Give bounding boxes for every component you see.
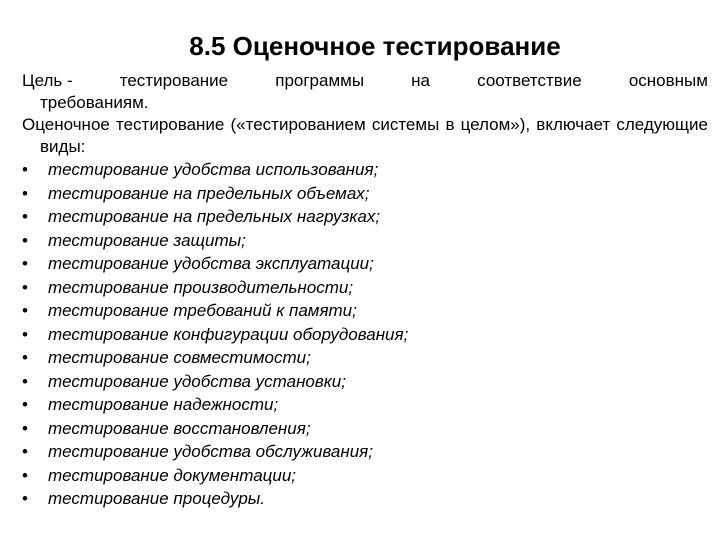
bullet: • bbox=[22, 324, 28, 344]
list-item-text: тестирование удобства эксплуатации; bbox=[48, 254, 374, 273]
bullet: • bbox=[22, 465, 28, 485]
bullet: • bbox=[22, 277, 28, 297]
list-item-text: тестирование на предельных нагрузках; bbox=[48, 207, 381, 226]
goal-word: соответствие bbox=[477, 71, 582, 90]
slide-title: 8.5 Оценочное тестирование bbox=[189, 31, 561, 61]
list-item-text: тестирование удобства обслуживания; bbox=[48, 442, 373, 461]
list-item-text: тестирование требований к памяти; bbox=[48, 301, 357, 320]
list-item bbox=[22, 252, 708, 276]
list-item-text: тестирование на предельных объемах; bbox=[48, 183, 370, 203]
bullet: • bbox=[22, 254, 28, 273]
bullet: • bbox=[22, 371, 28, 391]
goal-continuation: требованиям. bbox=[40, 93, 149, 112]
list-item-text: тестирование восстановления; bbox=[48, 418, 311, 438]
list-item-text: тестирование удобства установки; bbox=[48, 371, 346, 391]
list-item bbox=[22, 158, 708, 182]
list-item bbox=[22, 182, 708, 206]
bullet: • bbox=[22, 418, 28, 438]
bullet: • bbox=[22, 301, 28, 320]
list-item-text: тестирование совместимости; bbox=[48, 348, 311, 367]
list-item bbox=[22, 346, 708, 370]
list-item-text: тестирование защиты; bbox=[48, 230, 246, 250]
list-item-text: тестирование конфигурации оборудования; bbox=[48, 324, 409, 344]
list-item bbox=[22, 229, 708, 253]
list-item bbox=[22, 464, 708, 488]
bullet: • bbox=[22, 183, 28, 203]
bullet: • bbox=[22, 207, 28, 226]
intro-paragraph: Оценочное тестирование («тестированием системы в целом»), включает следующие виды: bbox=[22, 115, 708, 156]
bullet: • bbox=[22, 489, 28, 508]
bullet: • bbox=[22, 395, 28, 414]
list-item-text: тестирование процедуры. bbox=[48, 489, 266, 508]
bullet: • bbox=[22, 230, 28, 250]
list-item bbox=[22, 393, 708, 417]
goal-word: программы bbox=[275, 71, 365, 90]
list-item bbox=[22, 323, 708, 347]
bullet: • bbox=[22, 348, 28, 367]
goal-word: на bbox=[411, 71, 431, 90]
goal-word: Цель - bbox=[22, 71, 73, 90]
test-types-list bbox=[22, 158, 708, 511]
list-item bbox=[22, 299, 708, 323]
list-item-text: тестирование удобства использования; bbox=[48, 160, 379, 179]
list-item-text: тестирование документации; bbox=[48, 465, 297, 485]
list-item bbox=[22, 440, 708, 464]
list-item bbox=[22, 205, 708, 229]
goal-word: основным bbox=[628, 71, 708, 90]
list-item-text: тестирование надежности; bbox=[48, 395, 279, 414]
list-item bbox=[22, 487, 708, 511]
list-item bbox=[22, 276, 708, 300]
list-item bbox=[22, 370, 708, 394]
goal-word: тестирование bbox=[119, 71, 229, 90]
list-item bbox=[22, 417, 708, 441]
bullet: • bbox=[22, 160, 28, 179]
list-item-text: тестирование производительности; bbox=[48, 277, 354, 297]
slide-body bbox=[22, 70, 708, 511]
goal-line bbox=[22, 70, 708, 92]
bullet: • bbox=[22, 442, 28, 461]
